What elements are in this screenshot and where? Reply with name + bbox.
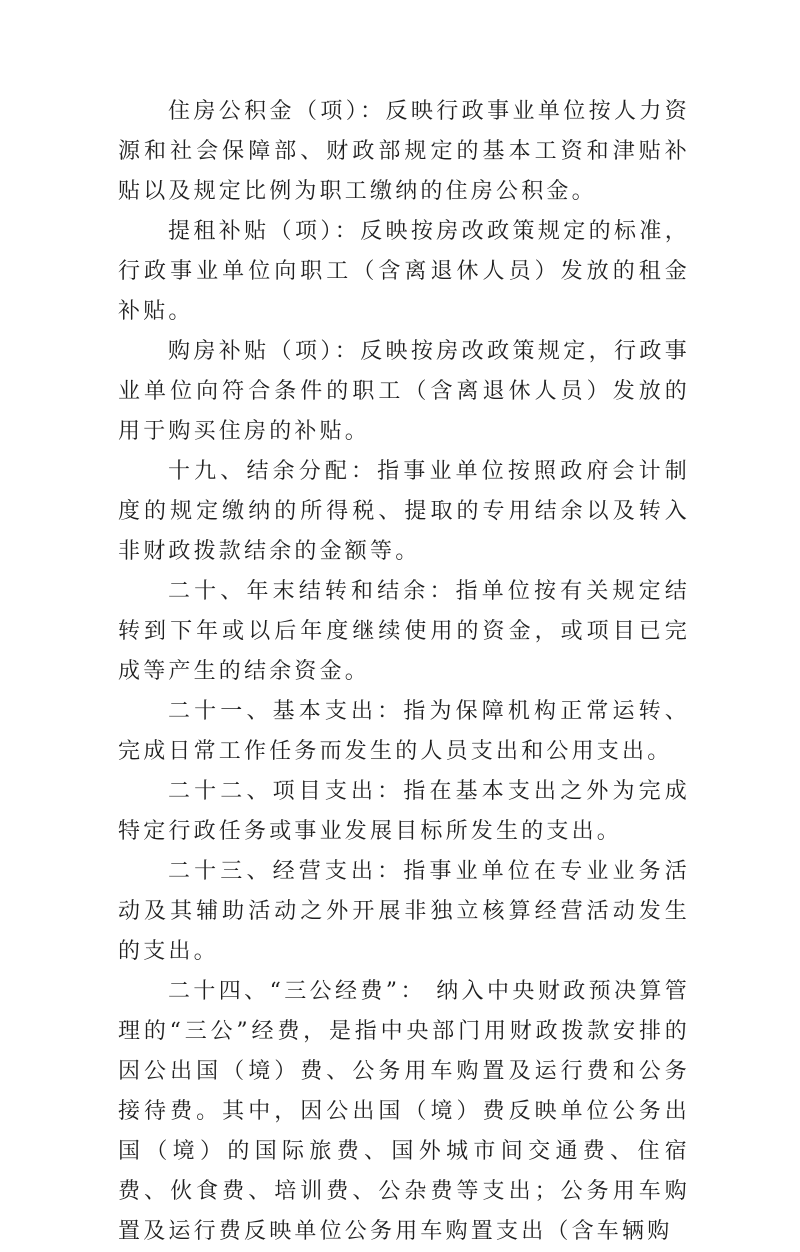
document-body	[118, 92, 690, 1252]
paragraph-year-end-carryover: 二十、年末结转和结余：指单位按有关规定结转到下年或以后年度继续使用的资金，或项目已完成等产生的结余资金。	[118, 579, 690, 684]
paragraph-basic-expenditure: 二十一、基本支出：指为保障机构正常运转、完成日常工作任务而发生的人员支出和公用支出。	[118, 699, 690, 764]
paragraph-rent-subsidy: 提租补贴（项）：反映按房改政策规定的标准，行政事业单位向职工（含离退休人员）发放的租金补贴。	[118, 219, 690, 324]
paragraph-project-expenditure: 二十二、项目支出：指在基本支出之外为完成特定行政任务或事业发展目标所发生的支出。	[118, 779, 690, 844]
paragraph-operating-expenditure: 二十三、经营支出：指事业单位在专业业务活动及其辅助活动之外开展非独立核算经营活动发生的支出。	[118, 859, 690, 964]
paragraph-three-public-expenses: 二十四、“三公经费”： 纳入中央财政预决算管理的“三公”经费，是指中央部门用财政拨款安排的因公出国（境）费、公务用车购置及运行费和公务接待费。其中，因公出国（境）费反映单位公务出国（境）的国际旅费、国外城市间交通费、住宿费、伙食费、培训费、公杂费等支出；公务用车购置及运行费反映单位公务用车购置支出（含车辆购	[118, 979, 690, 1244]
paragraph-housing-purchase-subsidy: 购房补贴（项）：反映按房改政策规定，行政事业单位向符合条件的职工（含离退休人员）发放的用于购买住房的补贴。	[118, 339, 690, 444]
paragraph-surplus-distribution: 十九、结余分配：指事业单位按照政府会计制度的规定缴纳的所得税、提取的专用结余以及转入非财政拨款结余的金额等。	[118, 459, 690, 564]
paragraph-housing-fund: 住房公积金（项）：反映行政事业单位按人力资源和社会保障部、财政部规定的基本工资和津贴补贴以及规定比例为职工缴纳的住房公积金。	[118, 99, 690, 204]
